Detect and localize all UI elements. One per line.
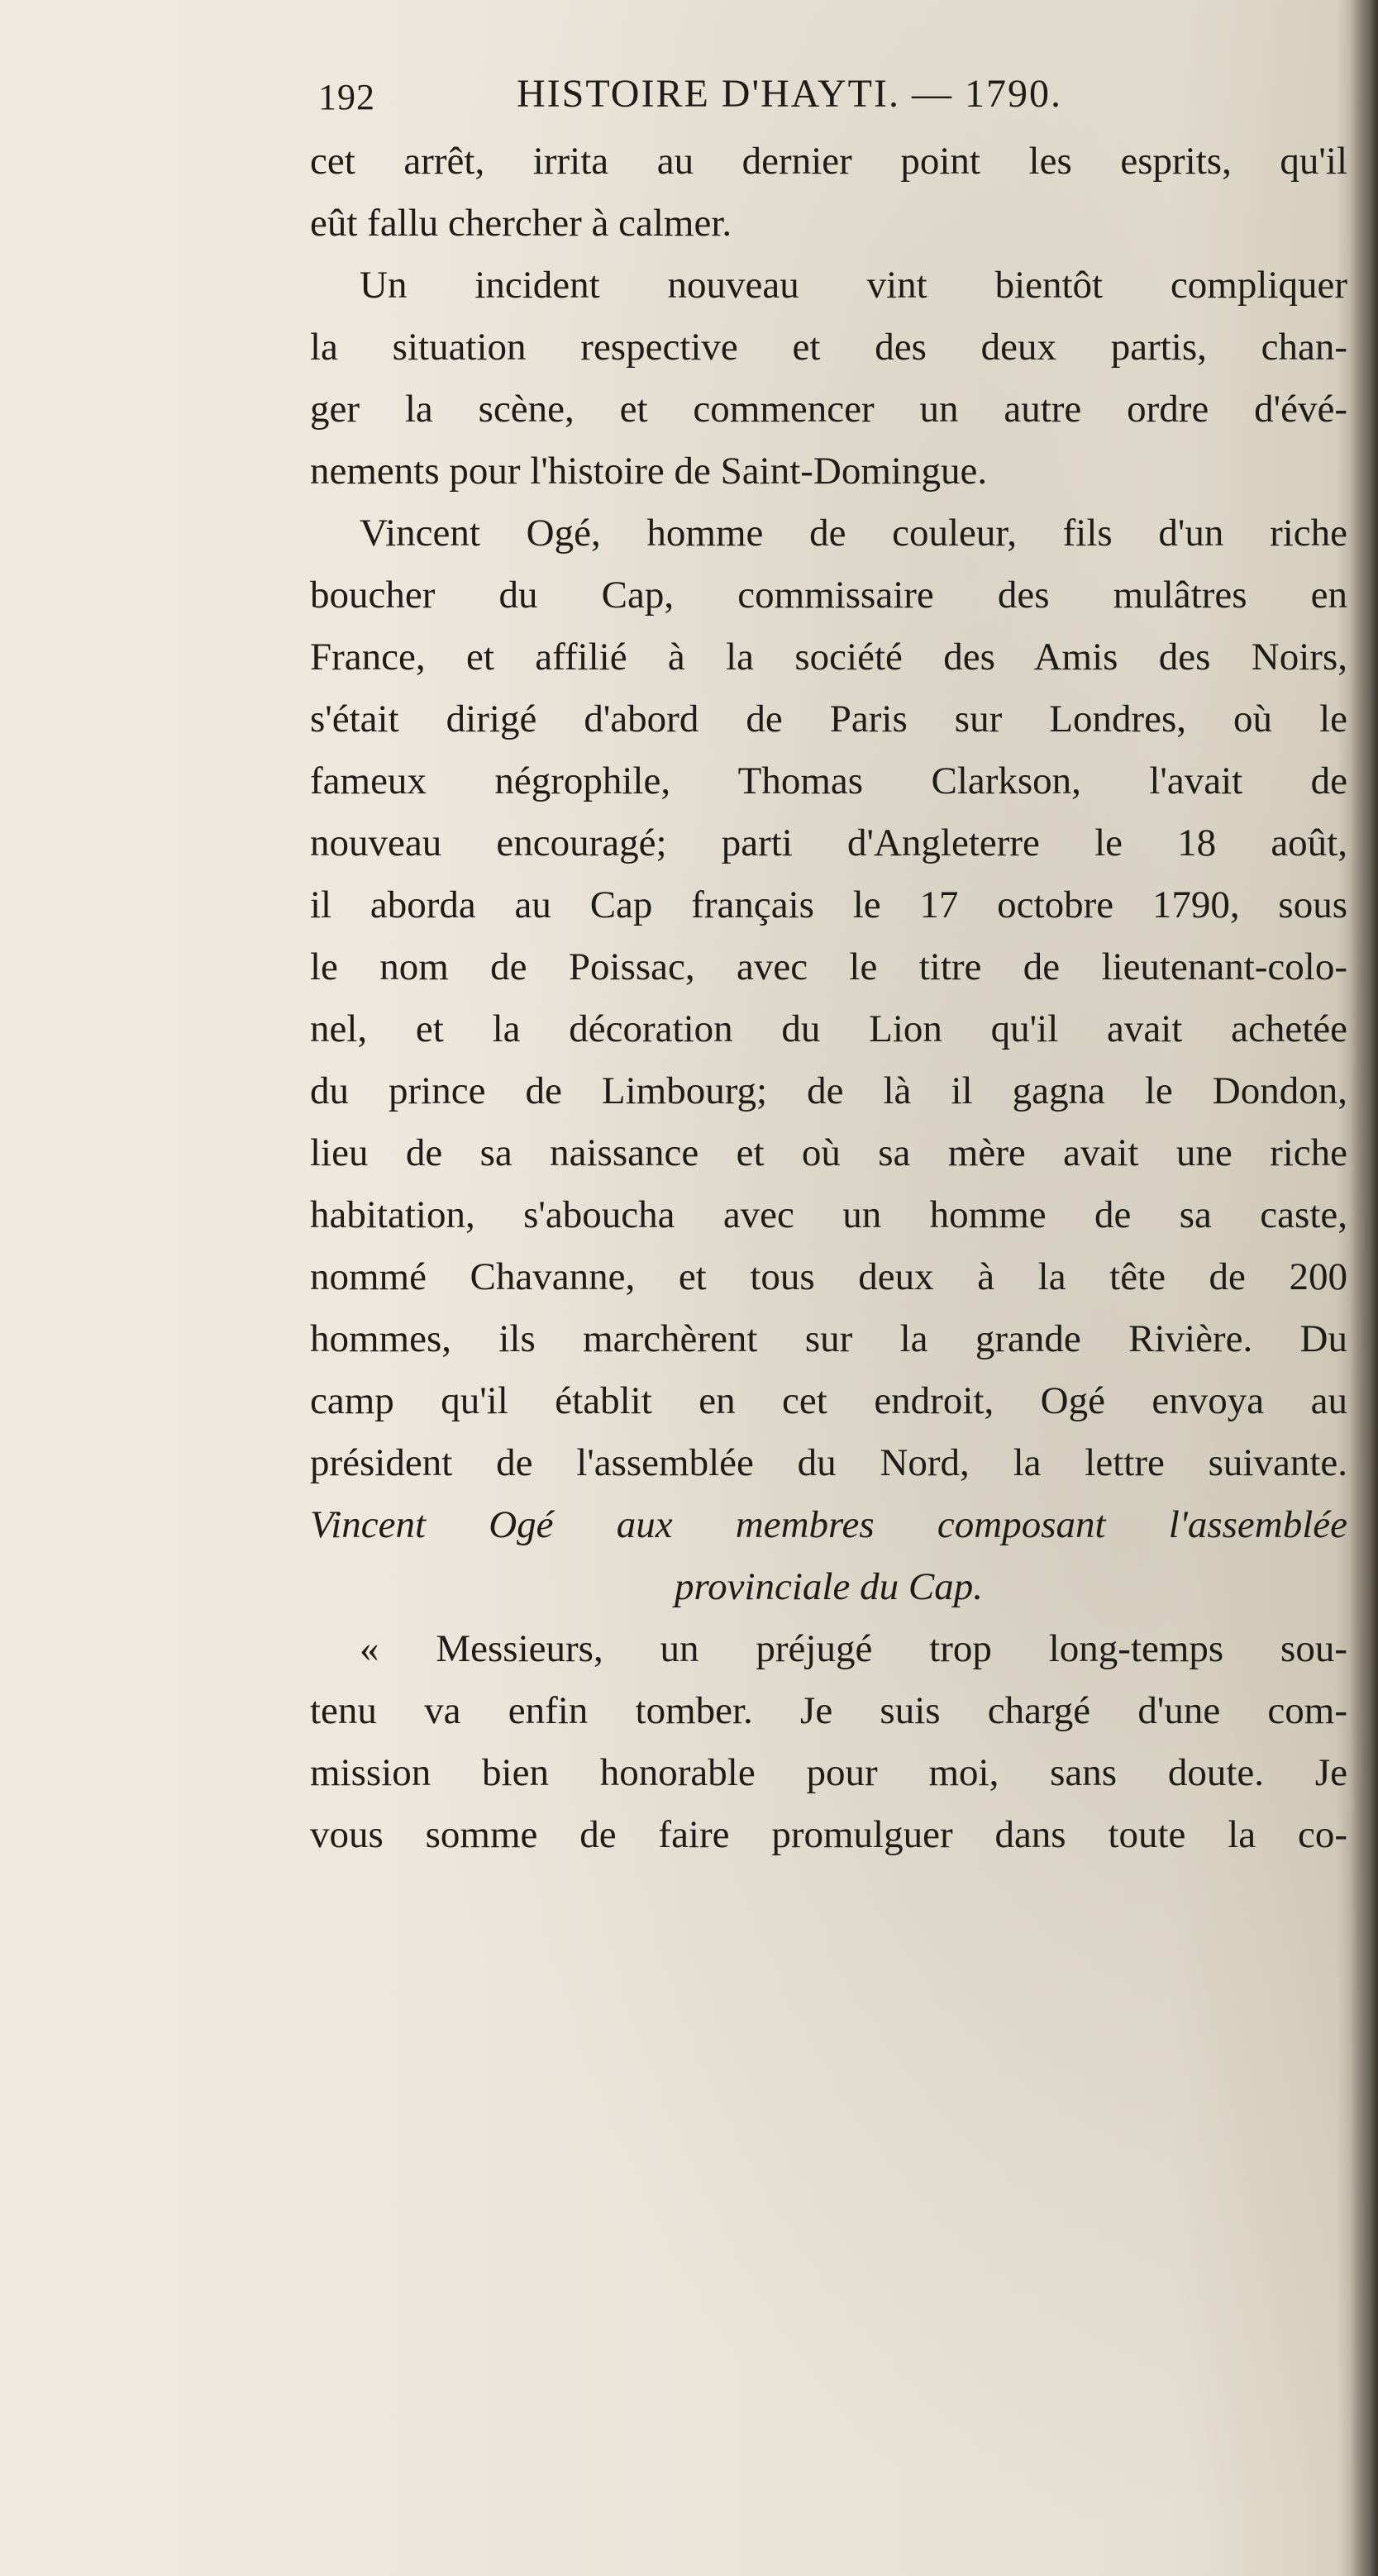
text-line: lieu de sa naissance et où sa mère avait une riche: [310, 1131, 1347, 1174]
text-line: président de l'assemblée du Nord, la lettre suivante.: [310, 1441, 1347, 1484]
text-line: vous somme de faire promulguer dans toute la co-: [310, 1813, 1347, 1856]
text-line: la situation respective et des deux partis, chan-: [310, 326, 1347, 369]
text-line: nements pour l'histoire de Saint-Domingue.: [310, 450, 988, 493]
paragraph-2: [310, 255, 1347, 502]
text-line: cet arrêt, irrita au dernier point les esprits, qu'il: [310, 140, 1347, 183]
text-line: nommé Chavanne, et tous deux à la tête de 200: [310, 1255, 1347, 1298]
page-edge-shadow: [1350, 0, 1378, 2576]
text-line: il aborda au Cap français le 17 octobre 1790, sous: [310, 883, 1347, 926]
text-column: [310, 64, 1347, 1866]
body-text: [310, 131, 1347, 1866]
text-line: Vincent Ogé, homme de couleur, fils d'un riche: [360, 512, 1347, 555]
letter-heading-line: Vincent Ogé aux membres composant l'assemblée: [310, 1503, 1347, 1546]
text-line: ger la scène, et commencer un autre ordre d'évé-: [310, 388, 1347, 431]
text-line: tenu va enfin tomber. Je suis chargé d'une com-: [310, 1689, 1347, 1732]
text-line: nouveau encouragé; parti d'Angleterre le 18 août,: [310, 821, 1347, 864]
running-title: HISTOIRE D'HAYTI. — 1790.: [517, 72, 1062, 116]
text-line: du prince de Limbourg; de là il gagna le Dondon,: [310, 1069, 1347, 1112]
paragraph-3: [310, 502, 1347, 1494]
text-line: fameux négrophile, Thomas Clarkson, l'avait de: [310, 759, 1347, 802]
letter-heading-line: provinciale du Cap.: [675, 1565, 983, 1608]
page-number: 192: [318, 77, 375, 117]
text-line: Un incident nouveau vint bientôt compliquer: [360, 264, 1347, 307]
quoted-letter: [310, 1618, 1347, 1866]
text-line: « Messieurs, un préjugé trop long-temps sou-: [360, 1627, 1347, 1670]
text-line: hommes, ils marchèrent sur la grande Rivière. Du: [310, 1317, 1347, 1360]
text-line: s'était dirigé d'abord de Paris sur Londres, où le: [310, 698, 1347, 740]
page-header: [310, 64, 1347, 131]
letter-heading: [310, 1494, 1347, 1618]
text-line: camp qu'il établit en cet endroit, Ogé envoya au: [310, 1379, 1347, 1422]
text-line: nel, et la décoration du Lion qu'il avait achetée: [310, 1007, 1347, 1050]
text-line: France, et affilié à la société des Amis des Noirs,: [310, 636, 1347, 679]
text-line: eût fallu chercher à calmer.: [310, 202, 732, 245]
text-line: le nom de Poissac, avec le titre de lieutenant-colo-: [310, 945, 1347, 988]
text-line: habitation, s'aboucha avec un homme de sa caste,: [310, 1193, 1347, 1236]
paragraph-1: [310, 131, 1347, 255]
text-line: boucher du Cap, commissaire des mulâtres en: [310, 574, 1347, 617]
text-line: mission bien honorable pour moi, sans doute. Je: [310, 1751, 1347, 1794]
